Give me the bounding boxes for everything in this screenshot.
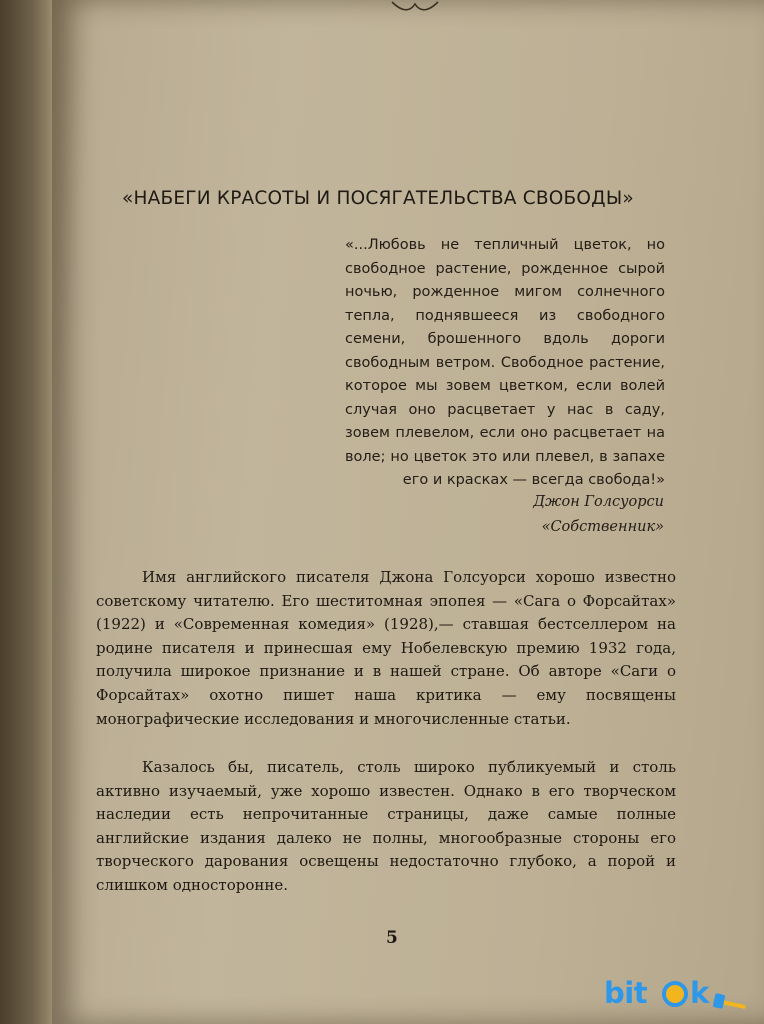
body-paragraph: Казалось бы, писатель, столь широко публикуемый и столь активно изучаемый, уже хорошо известен. Однако в его творческом наследии есть непрочитанные страницы, даже самые полные английские издания далеко не полны, многообразные стороны его творческого дарования освещены недостаточно глубоко, а порой и слишком односторонне. <box>96 758 676 894</box>
chapter-title: «НАБЕГИ КРАСОТЫ И ПОСЯГАТЕЛЬСТВА СВОБОДЫ» <box>122 188 634 209</box>
book-gutter <box>0 0 58 1024</box>
epigraph: «...Любовь не тепличный цветок, но свободное растение, рожденное сырой ночью, рожденное мигом солнечного тепла, поднявшееся из свободного семени, брошенного вдоль дороги свободным ветром. Свободное растение, которое мы зовем цветком, если волей случая оно расцветает у нас в саду, зовем плевелом, если оно расцветает на воле; но цветок это или плевел, в запахе его и красках — всегда свобода!» <box>345 237 665 488</box>
auction-hammer-icon <box>712 990 752 1012</box>
epigraph-attribution <box>440 490 664 540</box>
body-paragraph: Имя английского писателя Джона Голсуорси хорошо известно советскому читателю. Его шеститомная эпопея — «Сага о Форсайтах» (1922) и «Современная комедия» (1928),— ставшая бестселлером на родине писателя и принесшая ему Нобелевскую премию 1932 года, получила широкое признание и в нашей стране. Об авторе «Саги о Форсайтах» охотно пишет наша критика — ему посвящены монографические исследования и многочисленные статьи. <box>96 568 676 728</box>
watermark-logo <box>604 976 754 1016</box>
watermark-text-right: k <box>690 976 709 1010</box>
ornament-icon <box>390 0 440 12</box>
attribution-author: Джон Голсуорси <box>533 494 664 510</box>
attribution-work: «Собственник» <box>541 519 664 535</box>
coin-icon <box>662 981 688 1007</box>
page-number: 5 <box>386 928 398 948</box>
watermark-text-left: bit <box>604 976 648 1010</box>
